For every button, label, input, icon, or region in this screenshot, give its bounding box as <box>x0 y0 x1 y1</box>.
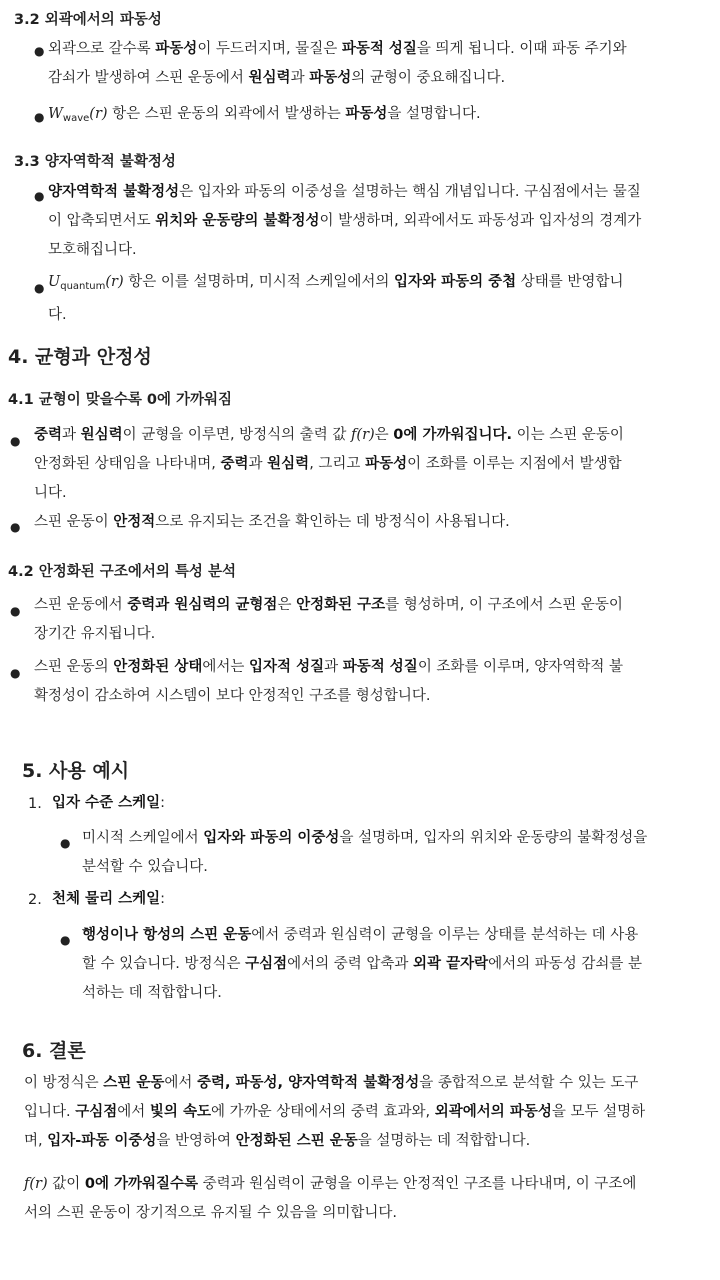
section-4-2-title: 4.2 안정화된 구조에서의 특성 분석 <box>8 564 236 580</box>
section-3-2-title: 3.2 외곽에서의 파동성 <box>14 12 162 28</box>
bullet-dot: ● <box>10 604 21 618</box>
bullet-dot: ● <box>34 189 45 203</box>
list-item-2-bullet: 행성이나 항성의 스핀 운동에서 중력과 원심력이 균형을 이루는 상태를 분석하는 데 사용 할 수 있습니다. 방정식은 구심점에서의 중력 압축과 외곽 끝자락에서의 파동성 감쇠를 분 석하는 데 적합합니다. <box>82 927 643 1001</box>
bullet-dot: ● <box>34 44 45 58</box>
section-4-1-bullet-1: 중력과 원심력이 균형을 이루면, 방정식의 출력 값 f(r)은 0에 가까워집니다. 이는 스핀 운동이 안정화된 상태임을 나타내며, 중력과 원심력, 그리고 파동성이 조화를 이루는 지점에서 발생합 니다. <box>34 427 624 501</box>
section-6-title: 6. 결론 <box>22 1040 86 1062</box>
section-3-3-bullet-2: $U_{quantum}(r)$ 항은 이를 설명하며, 미시적 스케일에서의 입자와 파동의 중첩 상태를 반영합니 다. <box>48 274 624 323</box>
bullet-dot: ● <box>60 933 71 947</box>
bullet-dot: ● <box>10 666 21 680</box>
section-3-3-title: 3.3 양자역학적 불확정성 <box>14 154 176 170</box>
conclusion-paragraph-2: f(r) 값이 0에 가까워질수록 중력과 원심력이 균형을 이루는 안정적인 구조를 나타내며, 이 구조에 서의 스핀 운동이 장기적으로 유지될 수 있음을 의미합니다. <box>24 1176 637 1221</box>
bullet-dot: ● <box>60 836 71 850</box>
section-4-2-bullet-1: 스핀 운동에서 중력과 원심력의 균형점은 안정화된 구조를 형성하며, 이 구조에서 스핀 운동이 장기간 유지됩니다. <box>34 597 623 642</box>
list-item-1-bullet: 미시적 스케일에서 입자와 파동의 이중성을 설명하며, 입자의 위치와 운동량의 불확정성을 분석할 수 있습니다. <box>82 830 648 875</box>
section-4-1-title: 4.1 균형이 맞을수록 0에 가까워짐 <box>8 392 233 408</box>
section-3-3-bullet-1: 양자역학적 불확정성은 입자와 파동의 이중성을 설명하는 핵심 개념입니다. 구심점에서는 물질 이 압축되면서도 위치와 운동량의 불확정성이 발생하며, 외곽에서도 파동성과 입자성의 경계가 모호해집니다. <box>48 184 642 258</box>
bullet-dot: ● <box>34 281 45 295</box>
list-item-2-label: 천체 물리 스케일: <box>52 891 166 907</box>
list-number: 1. <box>28 796 42 812</box>
section-4-title: 4. 균형과 안정성 <box>8 346 152 368</box>
bullet-dot: ● <box>10 520 21 534</box>
list-item-1-label: 입자 수준 스케일: <box>52 795 166 811</box>
section-3-2-bullet-2: $W_{wave}(r)$ 항은 스핀 운동의 외곽에서 발생하는 파동성을 설명합니다. <box>48 106 481 124</box>
section-4-2-bullet-2: 스핀 운동의 안정화된 상태에서는 입자적 성질과 파동적 성질이 조화를 이루며, 양자역학적 불 확정성이 감소하여 시스템이 보다 안정적인 구조를 형성합니다. <box>34 659 623 704</box>
list-number: 2. <box>28 892 42 908</box>
section-3-2-bullet-1: 외곽으로 갈수록 파동성이 두드러지며, 물질은 파동적 성질을 띄게 됩니다. 이때 파동 주기와 감쇠가 발생하여 스핀 운동에서 원심력과 파동성의 균형이 중요해집니다. <box>48 41 627 86</box>
section-5-title: 5. 사용 예시 <box>22 760 130 782</box>
bullet-dot: ● <box>10 434 21 448</box>
bullet-dot: ● <box>34 110 45 124</box>
section-4-1-bullet-2: 스핀 운동이 안정적으로 유지되는 조건을 확인하는 데 방정식이 사용됩니다. <box>34 514 510 530</box>
conclusion-paragraph-1: 이 방정식은 스핀 운동에서 중력, 파동성, 양자역학적 불확정성을 종합적으로 분석할 수 있는 도구 입니다. 구심점에서 빛의 속도에 가까운 상태에서의 중력 효과와, 외곽에서의 파동성을 모두 설명하 며, 입자-파동 이중성을 반영하여 안정화된 스핀 운동을 설명하는 데 적합합니다. <box>24 1075 646 1149</box>
